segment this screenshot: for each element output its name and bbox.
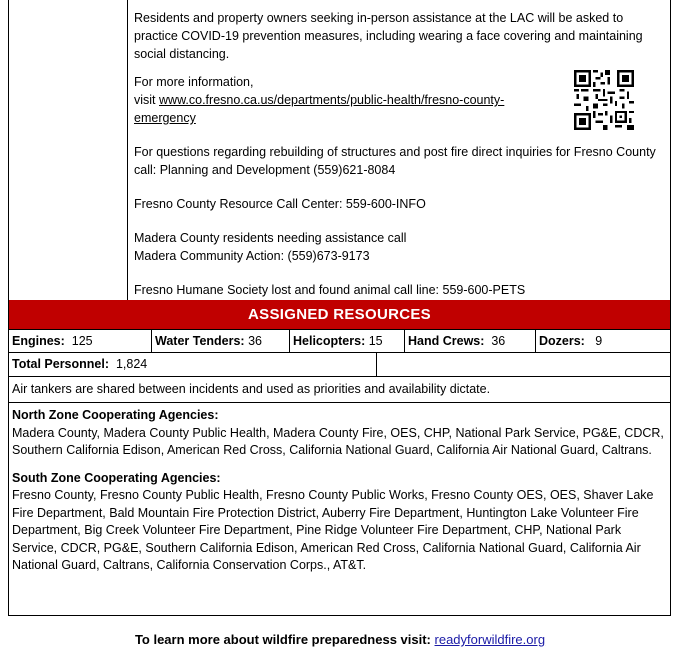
engines-cell [9, 330, 152, 352]
info-section [9, 0, 670, 300]
dozers-value: 9 [595, 334, 603, 348]
dozers-label: Dozers: [539, 334, 585, 348]
hand-crews-cell [405, 330, 536, 352]
total-personnel-label: Total Personnel: [12, 357, 110, 371]
dozers-cell [536, 330, 670, 352]
madera-line-2: Madera Community Action: (559)673-9173 [134, 249, 370, 263]
more-info-link[interactable]: www.co.fresno.ca.us/departments/public-health/fresno-county-emergency [134, 93, 505, 125]
helicopters-label: Helicopters: [293, 334, 366, 348]
info-text [134, 9, 664, 307]
air-tankers-row: Air tankers are shared between incidents and used as priorities and availability dictate. [9, 377, 670, 403]
engines-value: 125 [71, 334, 93, 348]
engines-label: Engines: [12, 334, 65, 348]
south-zone-list: Fresno County, Fresno County Public Health, Fresno County Public Works, Fresno County OES, OES, Shaver Lake Fire Department, Bald Mountain Fire Protection District, Auberry Fire Department, Huntington Lake Volunteer Fire Department, Big Creek Volunteer Fire Department, Pine Ridge Volunteer Fire Department, CHP, National Park Service, CDCR, PG&E, Southern California Edison, American Red Cross, California National Guard, California Air National Guard, Caltrans, California Conservation Corps., AT&T. [12, 488, 654, 572]
madera-line-1: Madera County residents needing assistance call [134, 231, 407, 245]
hand-crews-value: 36 [491, 334, 506, 348]
madera-paragraph [134, 229, 664, 265]
incident-info-table [8, 0, 671, 616]
assigned-resources-header: ASSIGNED RESOURCES [9, 300, 670, 329]
total-personnel-value: 1,824 [115, 357, 148, 371]
north-zone-list: Madera County, Madera County Public Health, Madera County Fire, OES, CHP, National Park Service, PG&E, CDCR, Southern California Edison, American Red Cross, California National Guard, California Air National Guard, Caltrans. [12, 425, 664, 457]
helicopters-value: 15 [368, 334, 383, 348]
water-tenders-label: Water Tenders: [155, 334, 245, 348]
rebuild-paragraph: For questions regarding rebuilding of structures and post fire direct inquiries for Fresno County call: Planning and Development (559)621-8084 [134, 145, 656, 177]
south-zone-heading: South Zone Cooperating Agencies: [12, 470, 221, 485]
qr-code-icon[interactable] [574, 70, 634, 130]
total-personnel-row [9, 353, 670, 377]
north-zone-heading: North Zone Cooperating Agencies: [12, 408, 219, 422]
helicopters-cell [290, 330, 405, 352]
resource-center-line: Fresno County Resource Call Center: 559-600-INFO [134, 197, 426, 211]
total-personnel-cell [9, 353, 377, 376]
humane-society-line: Fresno Humane Society lost and found animal call line: 559-600-PETS [134, 283, 526, 297]
covid-paragraph: Residents and property owners seeking in-person assistance at the LAC will be asked to practice COVID-19 prevention measures, including wearing a face covering and maintaining social distancing. [134, 11, 643, 61]
left-empty-cell [9, 0, 128, 300]
footer [0, 632, 680, 647]
water-tenders-value: 36 [248, 334, 262, 348]
more-info-label: For more information, [134, 75, 254, 89]
hand-crews-label: Hand Crews: [408, 334, 485, 348]
resources-row [9, 329, 670, 353]
footer-link[interactable]: readyforwildfire.org [434, 632, 546, 647]
visit-label: visit [134, 93, 156, 107]
cooperating-agencies [12, 407, 667, 575]
water-tenders-cell [152, 330, 290, 352]
footer-label: To learn more about wildfire preparedness visit: [134, 632, 431, 647]
